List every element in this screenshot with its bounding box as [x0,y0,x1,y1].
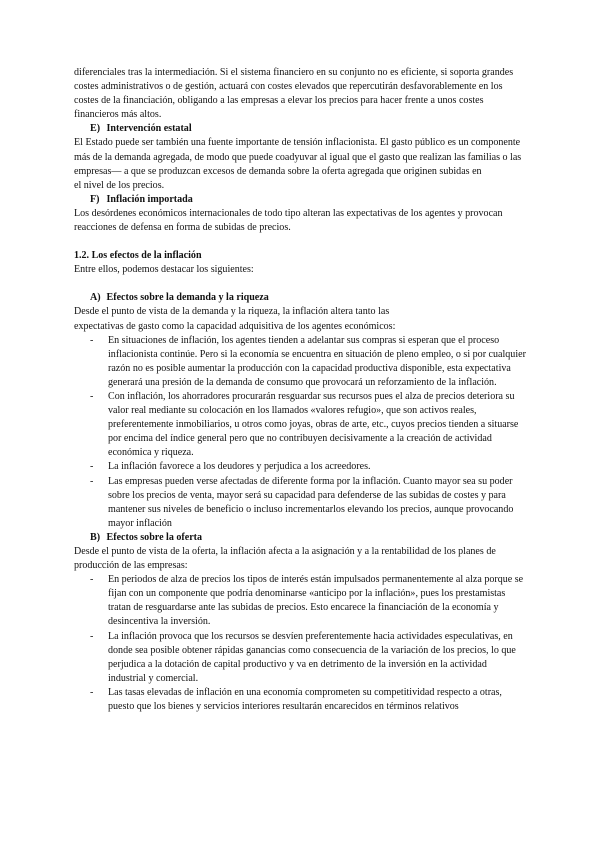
list-item [74,630,526,686]
bullet-dash: - [90,390,94,402]
section-a-intro-cont: expectativas de gasto como la capacidad adquisitiva de los agentes económicos: [74,320,396,332]
list-item [74,573,526,629]
bullet-dash: - [90,630,94,642]
section-e-title: Intervención estatal [106,123,192,135]
section-f-label: F) [90,193,100,205]
spacer [74,277,526,291]
list-item [74,390,526,460]
bullet-dash: - [90,574,94,586]
list-item-text: Las tasas elevadas de inflación en una economía comprometen su competitividad respecto a otras, puesto que los bienes y servicios interiores resultarán encarecidos en términos relativos [108,686,502,713]
list-item-text: Las empresas pueden verse afectadas de diferente forma por la inflación. Cuanto mayor sea su poder sobre los precios de venta, mayor será su capacidad para defenderse de las subidas de costes y para mantener sus niveles de beneficio o incluso incrementarlos elevando los precios, aunque provocando mayor inflación [108,475,514,529]
section-1-2-heading: 1.2. Los efectos de la inflación [74,250,202,262]
list-item-text: En situaciones de inflación, los agentes tienden a adelantar sus compras si esperan que el proceso inflacionista continúe. Pero si la economía se encuentra en situación de pleno empleo, o si por cualquier razón no es posible aumentar la producción con la capacidad productiva disponible, esta expectativa generará una presión de la demanda de consumo que provocará un reforzamiento de la inflación. [108,334,526,388]
section-b-heading [90,531,526,545]
section-b-title: Efectos sobre la oferta [106,531,203,543]
section-b-intro: Desde el punto de vista de la oferta, la inflación afecta a la asignación y a la rentabilidad de los planes de producción de las empresas: [74,546,496,572]
list-item [74,686,526,714]
section-a-label: A) [90,292,101,304]
section-b-label: B) [90,531,101,543]
list-item [74,334,526,390]
section-e-paragraph-cont: el nivel de los precios. [74,179,165,191]
section-e-heading [90,122,526,136]
list-item [74,460,526,474]
bullet-dash: - [90,461,94,473]
list-item-text: En periodos de alza de precios los tipos de interés están impulsados permanentemente al alza porque se fijan con un componente que podría denominarse «anticipo por la inflación», pues los prestamistas tratan de resguardarse ante las subidas de precios. Esto encarece la financiación de la economía y desincentiva la inversión. [108,574,524,628]
section-f-title: Inflación importada [106,193,193,205]
section-e-label: E) [90,123,101,135]
section-a-list [74,334,526,531]
document-page [74,66,526,714]
list-item-text: La inflación provoca que los recursos se desvíen preferentemente hacia actividades especulativas, en donde sea posible obtener rápidas ganancias como consecuencia de la variación de los precios, lo que perjudica a la dotación de capital productivo y va en detrimento de la inversión en la actividad industrial y comercial. [108,630,516,684]
bullet-dash: - [90,334,94,346]
bullet-dash: - [90,686,94,698]
section-1-2-intro: Entre ellos, podemos destacar los siguientes: [74,264,254,276]
list-item-text: La inflación favorece a los deudores y perjudica a los acreedores. [108,461,371,473]
section-f-paragraph: Los desórdenes económicos internacionales de todo tipo alteran las expectativas de los agentes y provocan reacciones de defensa en forma de subidas de precios. [74,207,503,234]
list-item [74,475,526,531]
opening-paragraph: diferenciales tras la intermediación. Si el sistema financiero en su conjunto no es eficiente, si soporta grandes costes administrativos o de gestión, actuará con costes elevados que repercutirán desfavorablemente en los costes de la financiación, obligando a las empresas a elevar los precios para hacer frente a unos costes financieros más altos. [74,67,514,121]
section-b-list [74,573,526,714]
bullet-dash: - [90,475,94,487]
section-e-paragraph: El Estado puede ser también una fuente importante de tensión inflacionista. El gasto público es un componente más de la demanda agregada, de modo que puede coadyuvar al igual que el gasto que realizan las familias o las empresas— a que se produzcan excesos de demanda sobre la oferta agregada que originen subidas en [74,137,522,177]
section-a-heading [90,291,526,305]
section-a-intro: Desde el punto de vista de la demanda y la riqueza, la inflación altera tanto las [74,306,390,318]
list-item-text: Con inflación, los ahorradores procurarán resguardar sus recursos pues el alza de precios deteriora su valor real mediante su colocación en los llamados «valores refugio», que son activos reales, preferentemente inmobiliarios, u otros como joyas, obras de arte, etc., cuyos precios tienden a situarse por encima del índice general pero que no contribuyen decisivamente a la creación de actividad económica y riqueza. [108,390,519,459]
section-a-title: Efectos sobre la demanda y la riqueza [106,292,269,304]
section-f-heading [90,193,526,207]
